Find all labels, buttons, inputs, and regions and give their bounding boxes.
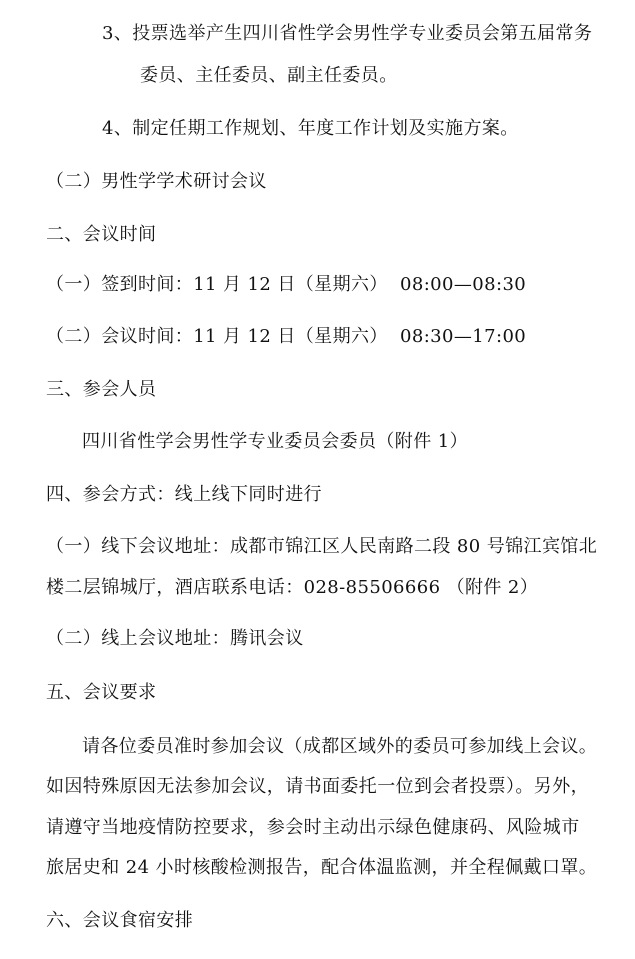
requirements-line-3: 请遵守当地疫情防控要求，参会时主动出示绿色健康码、风险城市 (46, 817, 580, 838)
agenda-item-3: 3、投票选举产生四川省性学会男性学专业委员会第五届常务 (102, 23, 593, 44)
offline-address-line-2: 楼二层锦城厅，酒店联系电话：028-85506666 （附件 2） (46, 577, 539, 598)
section-heading-attendance-method: 四、参会方式：线上线下同时进行 (46, 484, 322, 505)
section-heading-attendees: 三、参会人员 (46, 379, 157, 400)
checkin-time: 08:00—08:30 (400, 274, 527, 295)
section-heading-accommodation: 六、会议食宿安排 (46, 910, 194, 931)
checkin-time-row (46, 273, 527, 297)
attendees-text: 四川省性学会男性学专业委员会委员（附件 1） (82, 431, 468, 452)
online-address: （二）线上会议地址：腾讯会议 (46, 628, 304, 649)
agenda-item-4: 4、制定任期工作规划、年度工作计划及实施方案。 (102, 118, 519, 139)
subsection-heading: （二）男性学学术研讨会议 (46, 171, 267, 192)
requirements-line-1: 请各位委员准时参加会议（成都区域外的委员可参加线上会议。 (82, 736, 598, 757)
offline-address-line-1: （一）线下会议地址：成都市锦江区人民南路二段 80 号锦江宾馆北 (46, 536, 598, 557)
meeting-label: （二）会议时间：11 月 12 日（星期六） (46, 326, 388, 347)
requirements-line-4: 旅居史和 24 小时核酸检测报告，配合体温监测，并全程佩戴口罩。 (46, 857, 598, 878)
section-heading-requirements: 五、会议要求 (46, 682, 157, 703)
agenda-item-3-continuation: 委员、主任委员、副主任委员。 (140, 65, 398, 86)
requirements-line-2: 如因特殊原因无法参加会议，请书面委托一位到会者投票）。另外， (46, 776, 589, 797)
meeting-time-row (46, 325, 527, 349)
section-heading-meeting-time: 二、会议时间 (46, 224, 157, 245)
checkin-label: （一）签到时间：11 月 12 日（星期六） (46, 274, 388, 295)
meeting-time: 08:30—17:00 (400, 326, 527, 347)
